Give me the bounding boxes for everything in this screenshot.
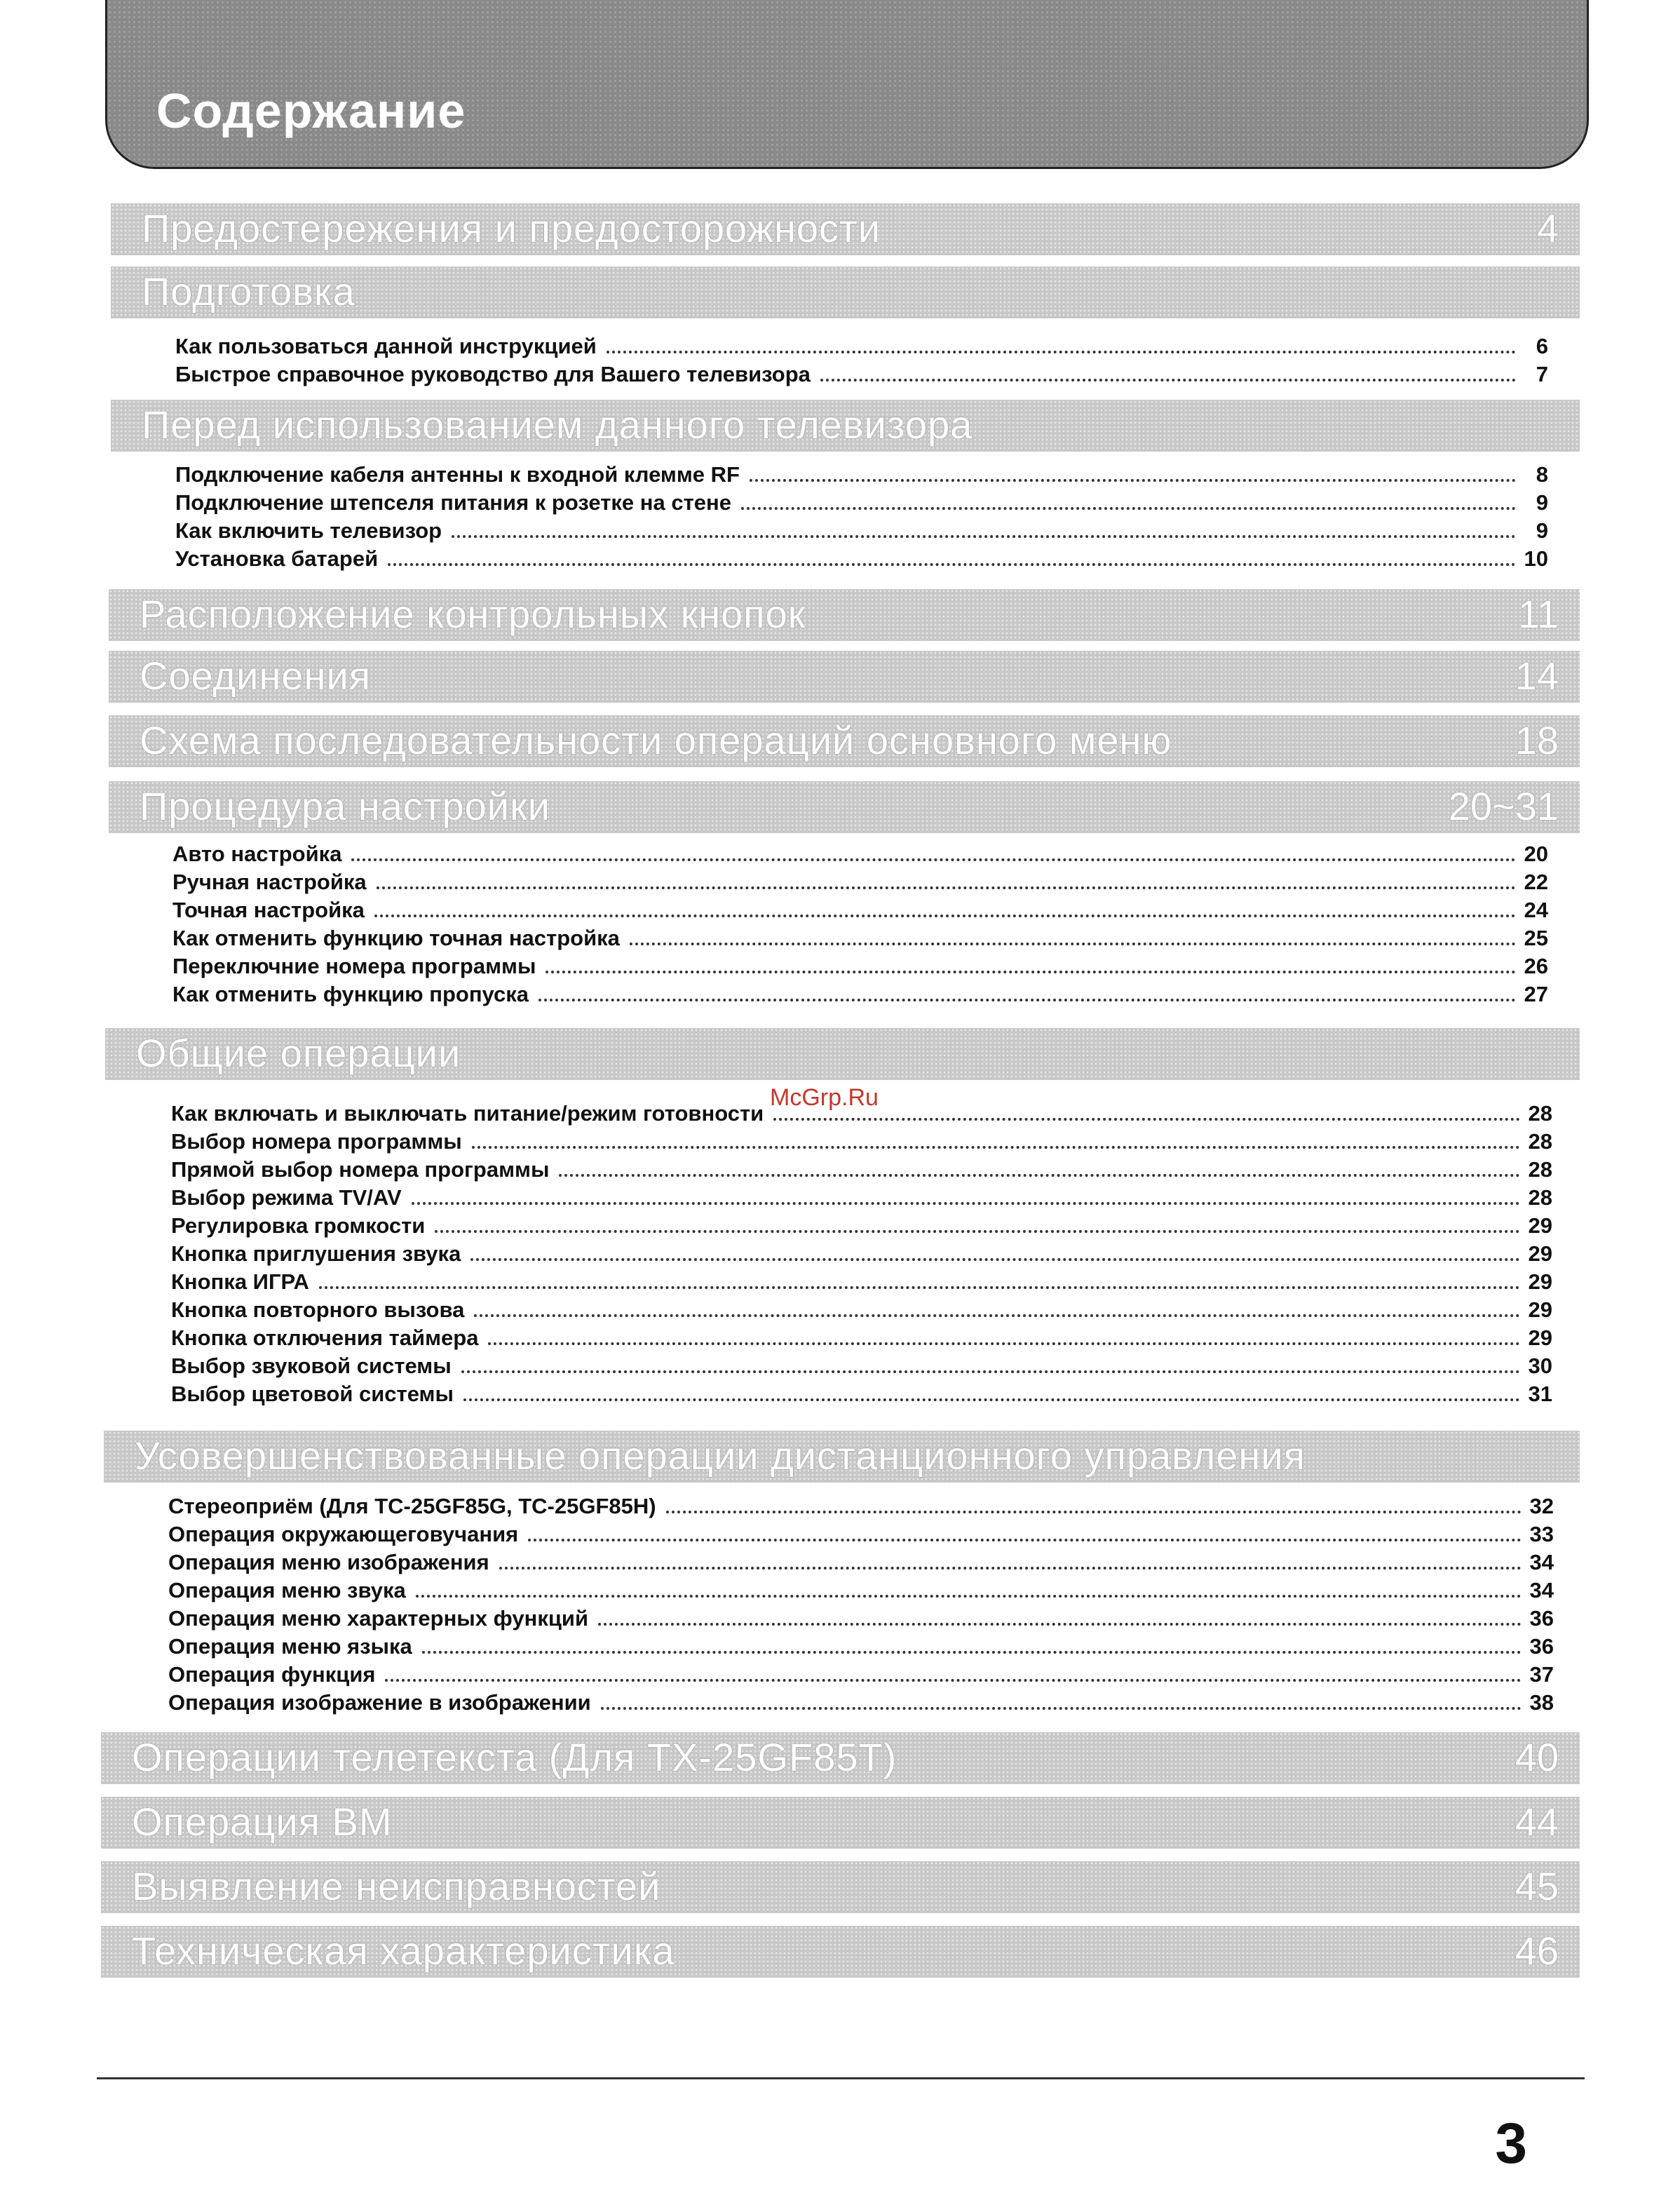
entry-label: Подключение кабеля антенны к входной клемме RF xyxy=(175,462,740,487)
entry-page: 34 xyxy=(1529,1578,1554,1602)
section-page: 46 xyxy=(1515,1929,1559,1973)
entry-list-advanced-remote xyxy=(168,1491,1554,1715)
dot-leader xyxy=(750,479,1516,482)
section-bar-preparation[interactable] xyxy=(111,266,1580,318)
list-item[interactable] xyxy=(172,895,1548,923)
list-item[interactable] xyxy=(175,331,1548,359)
entry-label: Как пользоваться данной инструкцией xyxy=(175,334,597,358)
entry-page: 22 xyxy=(1524,870,1548,894)
entry-page: 8 xyxy=(1536,462,1548,487)
section-bar-precautions[interactable] xyxy=(111,203,1580,255)
list-item[interactable] xyxy=(175,487,1548,515)
entry-page: 29 xyxy=(1528,1269,1552,1294)
list-item[interactable] xyxy=(172,923,1548,951)
section-bar-tuning[interactable] xyxy=(109,781,1580,833)
section-title: Схема последовательности операций основного меню xyxy=(140,718,1172,762)
entry-page: 29 xyxy=(1528,1297,1552,1322)
dot-leader xyxy=(472,1146,1520,1149)
entry-page: 10 xyxy=(1524,546,1548,571)
section-title: Расположение контрольных кнопок xyxy=(140,592,806,636)
section-title: Общие операции xyxy=(136,1031,461,1075)
page-number: 3 xyxy=(1495,2112,1527,2175)
list-item[interactable] xyxy=(175,515,1548,544)
section-bar-specifications[interactable] xyxy=(101,1926,1580,1978)
dot-leader xyxy=(385,1679,1522,1682)
entry-page: 9 xyxy=(1536,490,1548,515)
section-page: 44 xyxy=(1515,1800,1559,1844)
dot-leader xyxy=(598,1623,1522,1626)
section-page: 40 xyxy=(1515,1735,1559,1779)
list-item[interactable] xyxy=(171,1126,1552,1154)
entry-page: 30 xyxy=(1528,1354,1552,1378)
list-item[interactable] xyxy=(171,1295,1552,1323)
section-title: Предостережения и предосторожности xyxy=(142,206,881,250)
list-item[interactable] xyxy=(168,1659,1554,1687)
list-item[interactable] xyxy=(171,1351,1552,1379)
section-page: 11 xyxy=(1517,592,1559,636)
list-item[interactable] xyxy=(171,1323,1552,1351)
dot-leader xyxy=(388,563,1516,566)
section-title: Операция ВМ xyxy=(132,1800,393,1844)
entry-page: 26 xyxy=(1524,954,1548,978)
entry-page: 28 xyxy=(1528,1157,1552,1182)
entry-label: Операция меню звука xyxy=(168,1578,406,1602)
list-item[interactable] xyxy=(168,1687,1554,1715)
dot-leader xyxy=(474,1314,1520,1317)
entry-label: Установка батарей xyxy=(175,546,379,571)
section-title: Операции телетекста (Для TX-25GF85T) xyxy=(132,1735,897,1779)
section-page: 45 xyxy=(1515,1864,1559,1908)
entry-label: Операция меню языка xyxy=(168,1634,412,1659)
dot-leader xyxy=(546,971,1516,973)
list-item[interactable] xyxy=(168,1547,1554,1575)
entry-page: 20 xyxy=(1524,842,1548,866)
dot-leader xyxy=(538,999,1516,1001)
entry-page: 38 xyxy=(1529,1690,1554,1715)
list-item[interactable] xyxy=(175,544,1548,572)
dot-leader xyxy=(601,1707,1522,1710)
entry-label: Как включить телевизор xyxy=(175,518,442,543)
dot-leader xyxy=(452,535,1516,538)
entry-page: 9 xyxy=(1536,518,1548,543)
watermark: McGrp.Ru xyxy=(770,1084,879,1111)
entry-list-general-operations xyxy=(171,1098,1552,1407)
entry-page: 29 xyxy=(1528,1325,1552,1350)
section-bar-vm-operation[interactable] xyxy=(101,1797,1580,1849)
section-title: Соединения xyxy=(140,654,372,698)
list-item[interactable] xyxy=(171,1210,1552,1239)
entry-label: Авто настройка xyxy=(172,842,342,866)
entry-list-preparation xyxy=(175,331,1548,387)
entry-label: Ручная настройка xyxy=(172,870,367,894)
entry-page: 29 xyxy=(1528,1241,1552,1266)
entry-page: 33 xyxy=(1529,1522,1554,1546)
entry-label: Быстрое справочное руководство для Вашего телевизора xyxy=(175,362,811,386)
contents-header xyxy=(105,0,1589,169)
dot-leader xyxy=(463,1398,1520,1401)
list-item[interactable] xyxy=(168,1603,1554,1631)
entry-label: Как включать и выключать питание/режим готовности xyxy=(171,1101,764,1126)
section-title: Техническая характеристика xyxy=(132,1929,675,1973)
dot-leader xyxy=(630,943,1516,945)
section-title: Подготовка xyxy=(142,269,355,313)
entry-page: 24 xyxy=(1524,898,1548,922)
list-item[interactable] xyxy=(172,839,1548,867)
section-bar-teletext[interactable] xyxy=(101,1732,1580,1784)
section-bar-controls-location[interactable] xyxy=(109,589,1580,641)
list-item[interactable] xyxy=(171,1379,1552,1407)
entry-label: Операция окружающеговучания xyxy=(168,1522,519,1546)
entry-page: 7 xyxy=(1536,362,1548,386)
dot-leader xyxy=(422,1651,1522,1654)
section-page: 4 xyxy=(1536,206,1559,250)
entry-list-before-use xyxy=(175,459,1548,572)
list-item[interactable] xyxy=(171,1182,1552,1210)
section-page: 20~31 xyxy=(1448,784,1559,828)
section-title: Процедура настройки xyxy=(140,784,550,828)
dot-leader xyxy=(488,1342,1520,1345)
page-title: Содержание xyxy=(156,83,466,138)
entry-label: Переключние номера программы xyxy=(172,954,536,978)
entry-label: Выбор режима TV/AV xyxy=(171,1185,402,1210)
list-item[interactable] xyxy=(168,1519,1554,1547)
entry-label: Кнопка ИГРА xyxy=(171,1269,309,1294)
dot-leader xyxy=(559,1174,1520,1177)
entry-label: Как отменить функцию пропуска xyxy=(172,982,529,1006)
dot-leader xyxy=(528,1539,1522,1541)
section-page: 14 xyxy=(1515,654,1559,698)
entry-label: Точная настройка xyxy=(172,898,365,922)
entry-label: Операция функция xyxy=(168,1662,376,1687)
entry-page: 28 xyxy=(1528,1129,1552,1154)
dot-leader xyxy=(435,1230,1520,1233)
entry-label: Как отменить функцию точная настройка xyxy=(172,926,620,950)
entry-label: Кнопка повторного вызова xyxy=(171,1297,465,1322)
section-bar-troubleshooting[interactable] xyxy=(101,1861,1580,1913)
entry-page: 27 xyxy=(1524,982,1548,1006)
entry-page: 37 xyxy=(1529,1662,1554,1687)
dot-leader xyxy=(461,1370,1520,1373)
entry-label: Прямой выбор номера программы xyxy=(171,1157,550,1182)
section-title: Перед использованием данного телевизора xyxy=(142,403,973,447)
entry-page: 32 xyxy=(1529,1494,1554,1518)
entry-label: Операция меню изображения xyxy=(168,1550,489,1574)
list-item[interactable] xyxy=(172,979,1548,1007)
list-item[interactable] xyxy=(172,867,1548,895)
list-item[interactable] xyxy=(168,1575,1554,1603)
entry-label: Кнопка приглушения звука xyxy=(171,1241,461,1266)
entry-label: Стереоприём (Для TC-25GF85G, TC-25GF85H) xyxy=(168,1494,656,1518)
section-bar-connections[interactable] xyxy=(109,651,1580,703)
dot-leader xyxy=(416,1595,1522,1598)
list-item[interactable] xyxy=(175,459,1548,487)
dot-leader xyxy=(820,379,1516,382)
section-bar-before-use[interactable] xyxy=(111,400,1580,452)
dot-leader xyxy=(773,1118,1520,1121)
list-item[interactable] xyxy=(168,1631,1554,1659)
list-item[interactable] xyxy=(171,1154,1552,1182)
footer-divider xyxy=(97,2077,1585,2079)
dot-leader xyxy=(377,886,1516,889)
entry-label: Выбор звуковой системы xyxy=(171,1354,452,1378)
list-item[interactable] xyxy=(175,359,1548,387)
section-bar-advanced-remote[interactable] xyxy=(104,1431,1580,1483)
dot-leader xyxy=(741,507,1516,510)
entry-page: 6 xyxy=(1536,334,1548,358)
entry-page: 28 xyxy=(1528,1101,1552,1126)
entry-label: Кнопка отключения таймера xyxy=(171,1325,479,1350)
dot-leader xyxy=(470,1258,1520,1261)
section-page: 18 xyxy=(1515,718,1559,762)
entry-page: 31 xyxy=(1528,1382,1552,1406)
dot-leader xyxy=(319,1286,1520,1289)
dot-leader xyxy=(666,1511,1522,1513)
dot-leader xyxy=(499,1567,1522,1570)
list-item[interactable] xyxy=(171,1267,1552,1295)
section-title: Выявление неисправностей xyxy=(132,1864,661,1908)
dot-leader xyxy=(607,351,1516,353)
dot-leader xyxy=(351,858,1516,861)
entry-label: Операция изображение в изображении xyxy=(168,1690,591,1715)
entry-label: Выбор цветовой системы xyxy=(171,1382,454,1406)
entry-page: 28 xyxy=(1528,1185,1552,1210)
entry-page: 34 xyxy=(1529,1550,1554,1574)
section-bar-main-menu-flow[interactable] xyxy=(109,715,1580,767)
list-item[interactable] xyxy=(168,1491,1554,1519)
section-bar-general-operations[interactable] xyxy=(105,1028,1580,1080)
list-item[interactable] xyxy=(171,1239,1552,1267)
dot-leader xyxy=(374,915,1516,917)
entry-page: 36 xyxy=(1529,1634,1554,1659)
entry-label: Подключение штепселя питания к розетке на стене xyxy=(175,490,731,515)
entry-label: Операция меню характерных функций xyxy=(168,1606,589,1631)
entry-list-tuning xyxy=(172,839,1548,1007)
entry-page: 29 xyxy=(1528,1213,1552,1238)
entry-label: Выбор номера программы xyxy=(171,1129,462,1154)
entry-page: 36 xyxy=(1529,1606,1554,1631)
list-item[interactable] xyxy=(172,951,1548,979)
entry-label: Регулировка громкости xyxy=(171,1213,426,1238)
section-title: Усовершенствованные операции дистанционного управления xyxy=(135,1433,1306,1478)
dot-leader xyxy=(412,1202,1520,1205)
entry-page: 25 xyxy=(1524,926,1548,950)
